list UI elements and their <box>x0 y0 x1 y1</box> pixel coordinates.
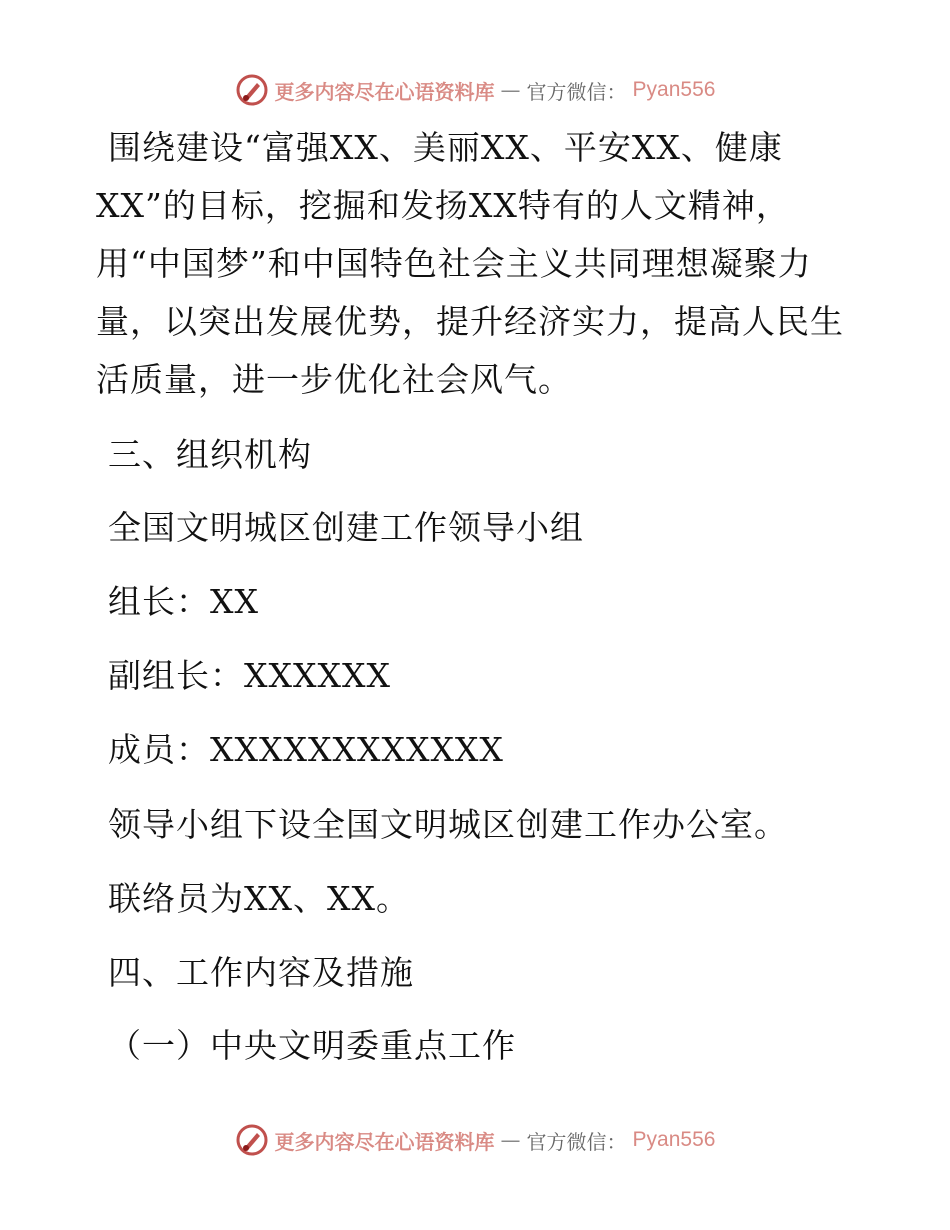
paragraph-line-4: 量，以突出发展优势，提升经济实力，提高人民生 <box>96 302 844 341</box>
watermark-wechat-id: Pyan556 <box>632 1128 716 1151</box>
subsection-heading-central-committee: （一）中央文明委重点工作 <box>108 1026 516 1065</box>
group-leader: 组长：XX <box>108 582 259 621</box>
paragraph-line-3: 用“中国梦”和中国特色社会主义共同理想凝聚力 <box>96 244 812 283</box>
watermark-text: 更多内容尽在心语资料库 <box>274 1129 495 1154</box>
paragraph-line-5: 活质量，进一步优化社会风气。 <box>96 360 572 399</box>
watermark-text: 更多内容尽在心语资料库 <box>274 79 495 104</box>
footer-watermark <box>0 1120 950 1160</box>
watermark-wechat-label: 官方微信： <box>526 79 627 104</box>
section-heading-organization: 三、组织机构 <box>108 435 312 474</box>
paragraph-line-2: XX”的目标，挖掘和发扬XX特有的人文精神， <box>96 186 790 225</box>
group-title: 全国文明城区创建工作领导小组 <box>108 508 584 547</box>
deputy-group-leader: 副组长：XXXXXX <box>108 656 391 695</box>
section-heading-work-content: 四、工作内容及措施 <box>108 953 414 992</box>
watermark-wechat-label: 官方微信： <box>526 1129 627 1154</box>
header-watermark <box>0 70 950 110</box>
office-setup: 领导小组下设全国文明城区创建工作办公室。 <box>108 805 788 844</box>
watermark-wechat-id: Pyan556 <box>632 78 716 101</box>
watermark-dash: — <box>500 78 521 102</box>
watermark-dash: — <box>500 1128 521 1152</box>
liaison: 联络员为XX、XX。 <box>108 879 410 918</box>
pen-seal-icon <box>235 73 269 107</box>
paragraph-line-1: 围绕建设“富强XX、美丽XX、平安XX、健康 <box>108 128 783 167</box>
group-members: 成员：XXXXXXXXXXXX <box>108 730 504 769</box>
pen-seal-icon <box>235 1123 269 1157</box>
